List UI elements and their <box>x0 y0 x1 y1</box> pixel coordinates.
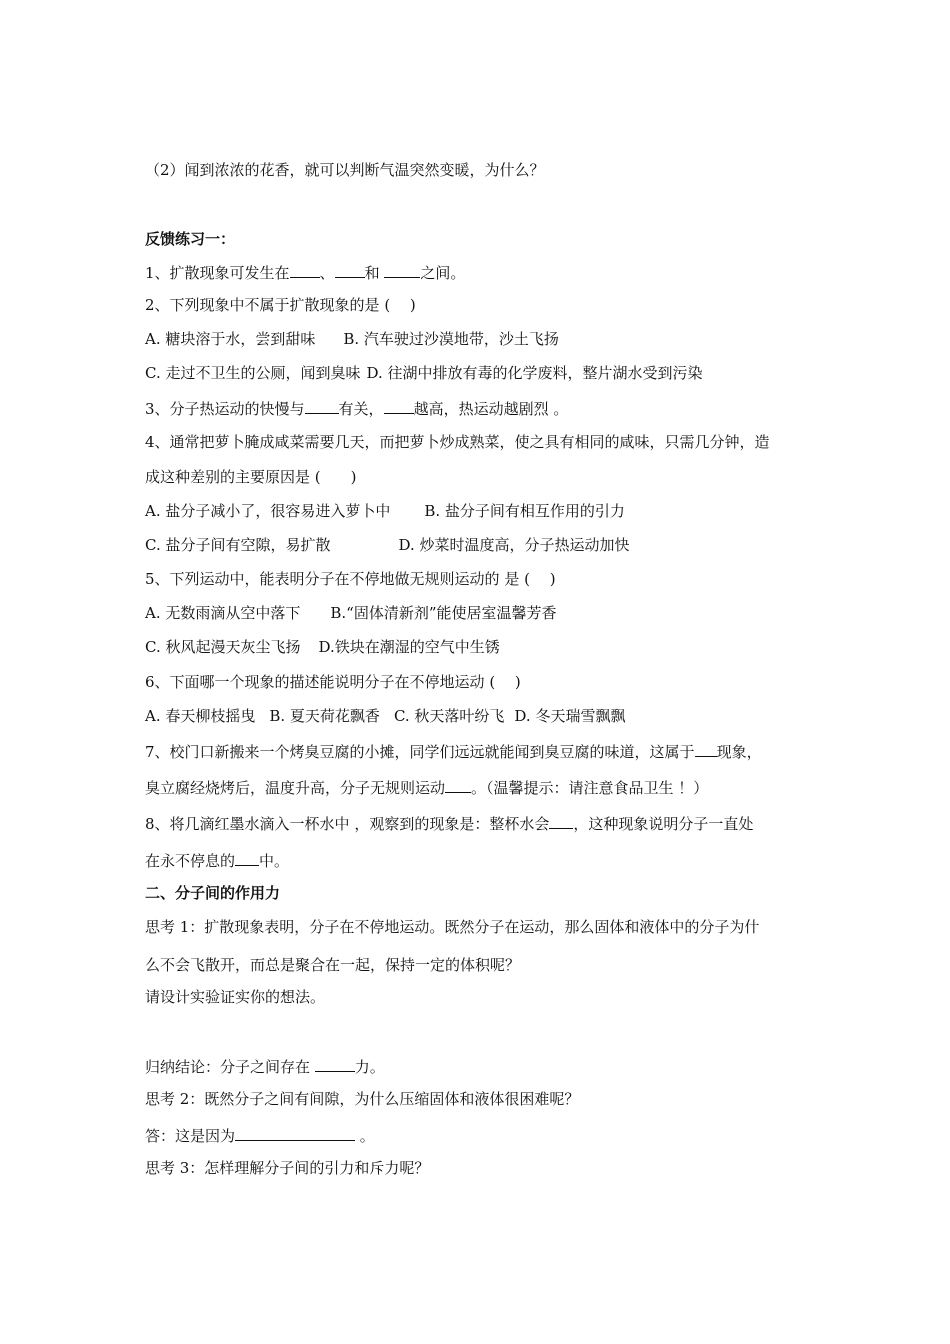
think-1-line-2: 么不会飞散开，而总是聚合在一起，保持一定的体积呢？ <box>145 956 521 974</box>
exercise-2-stem: 2、下列现象中不属于扩散现象的是 ( ) <box>145 296 416 314</box>
answer-blank[interactable] <box>235 849 259 866</box>
question-2-text: （2）闻到浓浓的花香，就可以判断气温突然变暖，为什么？ <box>145 161 545 179</box>
exercise-1-text-d: 之间。 <box>420 264 466 282</box>
think-2: 思考 2：既然分子之间有间隙，为什么压缩固体和液体很困难呢？ <box>145 1090 580 1108</box>
exercise-7-line-1 <box>145 740 825 762</box>
answer-blank[interactable] <box>445 776 471 793</box>
exercise-1-text-a: 1、扩散现象可发生在 <box>145 264 290 282</box>
answer-blank[interactable] <box>549 812 573 829</box>
exercise-1 <box>145 261 825 283</box>
exercise-7-text-c: 臭立腐经烧烤后，温度升高，分子无规则运动 <box>145 779 446 797</box>
answer-blank[interactable] <box>235 1124 355 1141</box>
option-d: D.铁块在潮湿的空气中生锈 <box>318 638 500 656</box>
exercise-4-options-cd <box>145 535 825 555</box>
answer-blank[interactable] <box>315 1055 355 1072</box>
option-a: A. 无数雨滴从空中落下 <box>145 604 301 622</box>
exercise-5-options-cd <box>145 637 825 657</box>
exercise-8-line-2 <box>145 849 825 871</box>
think-1-line-1: 思考 1：扩散现象表明，分子在不停地运动。既然分子在运动，那么固体和液体中的分子为什 <box>145 918 760 936</box>
option-a: A. 盐分子减小了，很容易进入萝卜中 <box>145 502 391 520</box>
answer-blank[interactable] <box>384 261 420 278</box>
option-c: C. 秋风起漫天灰尘飞扬 <box>145 638 301 656</box>
exercise-3-text-b: 有关， <box>338 400 384 418</box>
exercise-7-text-d: 。（温馨提示：请注意食品卫生 ！） <box>471 779 709 797</box>
option-c: C. 盐分子间有空隙，易扩散 <box>145 536 331 554</box>
option-d: D. 冬天瑞雪飘飘 <box>514 707 626 725</box>
exercise-4-line-1: 4、通常把萝卜腌成咸菜需要几天，而把萝卜炒成熟菜，使之具有相同的咸味，只需几分钟，造 <box>145 433 770 451</box>
exercise-3-text-a: 3、分子热运动的快慢与 <box>145 400 305 418</box>
exercise-8-text-d: 中。 <box>259 852 290 870</box>
option-d: D. 往湖中排放有毒的化学废料，整片湖水受到污染 <box>366 364 703 382</box>
conclusion-text-a: 归纳结论：分子之间存在 <box>145 1058 315 1076</box>
conclusion <box>145 1055 825 1077</box>
option-b: B.“固体清新剂”能使居室温馨芳香 <box>330 604 557 622</box>
option-b: B. 汽车驶过沙漠地带，沙土飞扬 <box>343 330 559 348</box>
option-b: B. 夏天荷花飘香 <box>269 707 380 725</box>
exercise-8-text-c: 在永不停息的 <box>145 852 236 870</box>
answer-blank[interactable] <box>290 261 320 278</box>
think-3: 思考 3：怎样理解分子间的引力和斥力呢？ <box>145 1159 430 1177</box>
exercise-7-text-a: 7、校门口新搬来一个烤臭豆腐的小摊，同学们远远就能闻到臭豆腐的味道，这属于 <box>145 743 695 761</box>
exercise-8-line-1 <box>145 812 825 834</box>
answer-line <box>145 1124 825 1146</box>
exercise-2-options-cd <box>145 363 825 383</box>
exercise-4-line-2: 成这种差别的主要原因是 ( ) <box>145 468 357 486</box>
exercise-8-text-b: ，这种现象说明分子一直处 <box>573 815 754 833</box>
exercise-4-options-ab <box>145 501 825 521</box>
option-c: C. 走过不卫生的公厕，闻到臭味 <box>145 364 361 382</box>
section-2-title: 二、分子间的作用力 <box>145 884 281 902</box>
feedback-title: 反馈练习一： <box>145 230 236 248</box>
exercise-6-stem: 6、下面哪一个现象的描述能说明分子在不停地运动 ( ) <box>145 673 521 691</box>
exercise-3-text-c: 越高，热运动越剧烈 。 <box>413 400 569 418</box>
exercise-3 <box>145 397 825 419</box>
exercise-5-stem: 5、下列运动中，能表明分子在不停地做无规则运动的 是 ( ) <box>145 570 556 588</box>
exercise-6-options <box>145 706 825 726</box>
option-a: A. 春天柳枝摇曳 <box>145 707 256 725</box>
exercise-1-text-b: 、 <box>319 264 335 282</box>
exercise-1-text-c: 和 <box>364 264 385 282</box>
conclusion-text-b: 力。 <box>354 1058 385 1076</box>
answer-blank[interactable] <box>695 740 717 757</box>
option-a: A. 糖块溶于水，尝到甜味 <box>145 330 316 348</box>
exercise-7-line-2 <box>145 776 825 798</box>
answer-blank[interactable] <box>335 261 365 278</box>
exercise-8-text-a: 8、将几滴红墨水滴入一杯水中 ，观察到的现象是：整杯水会 <box>145 815 550 833</box>
exercise-5-options-ab <box>145 603 825 623</box>
answer-text-a: 答：这是因为 <box>145 1127 236 1145</box>
option-d: D. 炒菜时温度高，分子热运动加快 <box>398 536 630 554</box>
exercise-2-options-ab <box>145 329 825 349</box>
exercise-7-text-b: 现象， <box>716 743 762 761</box>
answer-blank[interactable] <box>305 397 339 414</box>
think-1-line-3: 请设计实验证实你的想法。 <box>145 988 326 1006</box>
option-c: C. 秋天落叶纷飞 <box>393 707 505 725</box>
answer-text-b: 。 <box>355 1127 375 1145</box>
option-b: B. 盐分子间有相互作用的引力 <box>424 502 625 520</box>
answer-blank[interactable] <box>384 397 414 414</box>
